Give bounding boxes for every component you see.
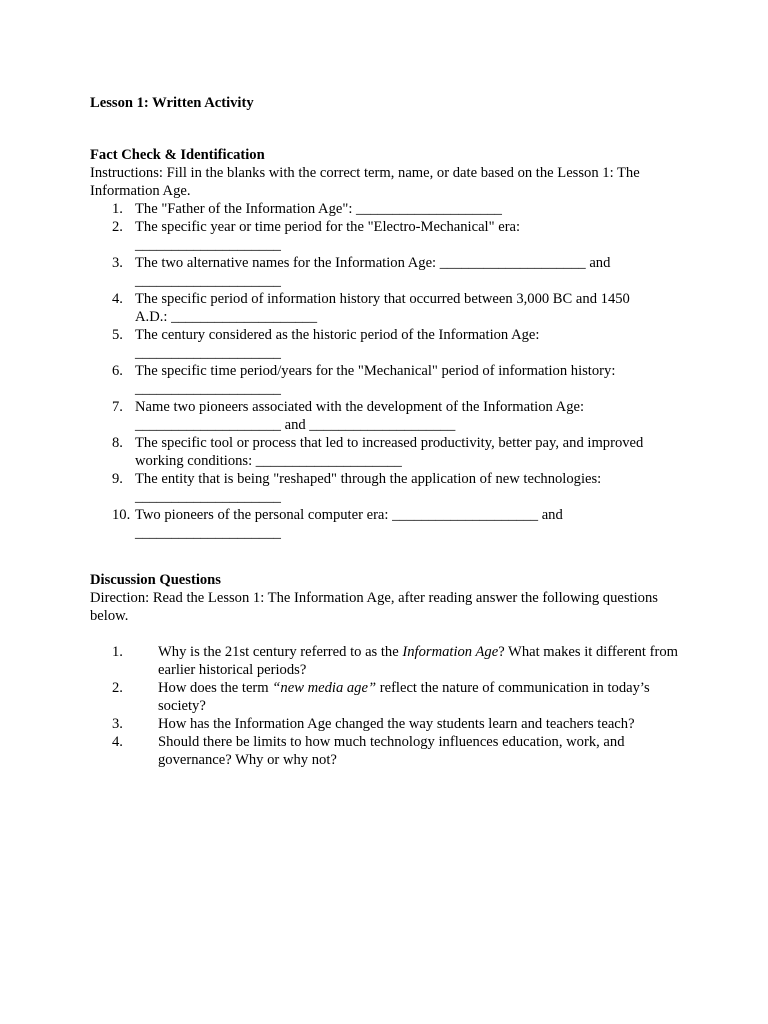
item-number: 4. bbox=[112, 291, 123, 307]
question-text: How has the Information Age changed the way students learn and teachers teach? bbox=[158, 716, 635, 732]
list-item bbox=[90, 470, 690, 506]
item-number: 9. bbox=[112, 471, 123, 487]
page-title: Lesson 1: Written Activity bbox=[90, 95, 254, 111]
question-text: Why is the 21st century referred to as the Information Age? What makes it different from earlier historical periods? bbox=[158, 644, 678, 678]
item-text: Two pioneers of the personal computer era: ____________________ and ____________________ bbox=[135, 507, 563, 541]
list-item bbox=[90, 643, 690, 679]
list-item bbox=[90, 506, 690, 542]
item-number: 5. bbox=[112, 327, 123, 343]
item-number: 7. bbox=[112, 399, 123, 415]
item-text: Name two pioneers associated with the development of the Information Age: ____________________ and ____________________ bbox=[135, 399, 585, 433]
list-item bbox=[90, 200, 690, 218]
list-item bbox=[90, 733, 690, 769]
question-number: 1. bbox=[112, 644, 123, 660]
list-item bbox=[90, 218, 690, 254]
list-item bbox=[90, 290, 690, 326]
item-number: 6. bbox=[112, 363, 123, 379]
item-number: 1. bbox=[112, 201, 123, 217]
item-text: The entity that is being "reshaped" through the application of new technologies: ____________________ bbox=[135, 471, 602, 505]
fact-check-list bbox=[90, 200, 690, 542]
fact-check-section bbox=[90, 146, 690, 542]
fact-check-instructions: Instructions: Fill in the blanks with the correct term, name, or date based on the Lesson 1: The Information Age. bbox=[90, 165, 640, 199]
item-text: The specific year or time period for the "Electro-Mechanical" era: ____________________ bbox=[135, 219, 521, 253]
item-text: The specific tool or process that led to increased productivity, better pay, and improved working conditions: ____________________ bbox=[135, 435, 644, 469]
discussion-list bbox=[90, 643, 690, 769]
question-number: 3. bbox=[112, 716, 123, 732]
list-item bbox=[90, 362, 690, 398]
list-item bbox=[90, 679, 690, 715]
question-number: 2. bbox=[112, 680, 123, 696]
item-number: 10. bbox=[112, 507, 131, 523]
item-number: 2. bbox=[112, 219, 123, 235]
item-number: 3. bbox=[112, 255, 123, 271]
list-item bbox=[90, 254, 690, 290]
question-text: Should there be limits to how much technology influences education, work, and governance? Why or why not? bbox=[158, 734, 625, 768]
discussion-heading: Discussion Questions bbox=[90, 572, 221, 588]
question-number: 4. bbox=[112, 734, 123, 750]
item-number: 8. bbox=[112, 435, 123, 451]
item-text: The "Father of the Information Age": ____________________ bbox=[135, 201, 502, 217]
item-text: The specific period of information history that occurred between 3,000 BC and 1450 A.D.: ____________________ bbox=[135, 291, 630, 325]
list-item bbox=[90, 398, 690, 434]
discussion-section bbox=[90, 571, 690, 769]
list-item bbox=[90, 715, 690, 733]
list-item bbox=[90, 434, 690, 470]
list-item bbox=[90, 326, 690, 362]
item-text: The specific time period/years for the "Mechanical" period of information history: ____________________ bbox=[135, 363, 616, 397]
item-text: The two alternative names for the Information Age: ____________________ and ____________________ bbox=[135, 255, 611, 289]
question-text: How does the term “new media age” reflect the nature of communication in today’s society? bbox=[158, 680, 650, 714]
fact-check-heading: Fact Check & Identification bbox=[90, 147, 265, 163]
discussion-direction: Direction: Read the Lesson 1: The Information Age, after reading answer the following questions below. bbox=[90, 590, 658, 624]
item-text: The century considered as the historic period of the Information Age: ____________________ bbox=[135, 327, 540, 361]
